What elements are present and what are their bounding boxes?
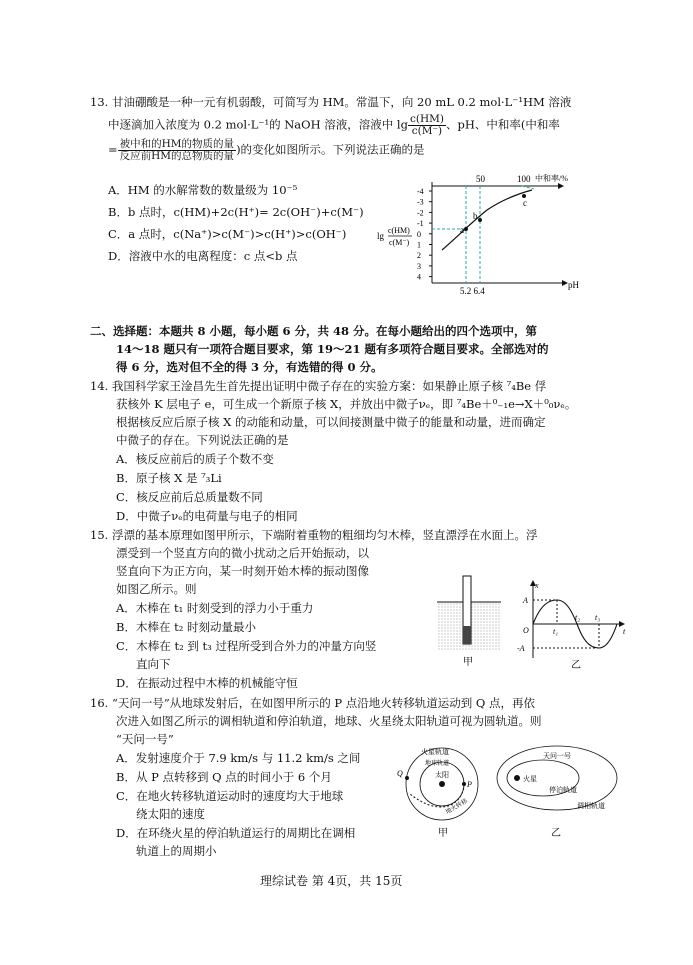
x-ticks: 5.2 6.4	[460, 286, 485, 296]
frac1-num: c(HM)	[409, 113, 444, 125]
sun-icon	[439, 781, 445, 787]
q16-fig-yi	[493, 740, 623, 840]
y-tick-label: -3	[417, 197, 424, 207]
y-tick-label: 3	[417, 261, 421, 271]
q14-option-c: C．核反应前后总质量数不同	[116, 490, 263, 504]
frac2-den: 反应前HM的总物质的量	[119, 150, 235, 162]
sun-label: 太阳	[435, 771, 449, 779]
q13-line3	[108, 139, 425, 162]
parking-label: 停泊轨道	[549, 786, 577, 794]
frac1-den: c(M⁻)	[411, 125, 443, 137]
top-label: 中和率/%	[535, 174, 568, 183]
q13-option-b: B．b 点时，c(HM)+2c(H⁺)= 2c(OH⁻)+c(M⁻)	[108, 205, 364, 219]
section2-line3: 得 6 分，选对但不全的得 3 分，有选错的得 0 分。	[116, 360, 383, 374]
q16-fig-jia	[395, 740, 495, 840]
mars-point	[405, 776, 409, 780]
q16-line3: “天问一号”	[116, 732, 174, 746]
q16-option-d-cont: 轨道上的周期小	[136, 844, 217, 858]
q14-line2: 获核外 K 层电子 e，可生成一个新原子核 X，并放出中微子νₑ，即 ⁷₄Be＋⁰₋₁e→X＋⁰₀νₑ。	[116, 397, 577, 411]
phasing-label: 调相轨道	[577, 802, 605, 810]
fig-yi-label-16: 乙	[551, 828, 561, 839]
y-label-num: c(HM)	[388, 226, 410, 235]
p-label: P	[467, 780, 472, 789]
q-label: Q	[397, 769, 403, 778]
y-label-den: c(M⁻)	[389, 238, 410, 247]
q16-option-c: C．在地火转移轨道运动时的速度均大于地球	[116, 789, 344, 803]
page-footer: 理综试卷 第 4页，共 15页	[260, 874, 403, 888]
q13-line1: 13. 甘油硼酸是一种一元有机弱酸，可简写为 HM。常温下，向 20 mL 0.2 mol·L⁻¹HM 溶液	[90, 95, 572, 109]
y-tick-label: -4	[417, 187, 424, 196]
q13-frac2	[118, 139, 236, 162]
q16-option-c-cont: 绕太阳的速度	[136, 807, 205, 821]
frac2-num: 被中和的HM的物质的量	[119, 138, 235, 150]
fig-jia-label: 甲	[463, 657, 473, 668]
q15-line4: 如图乙所示。则	[116, 582, 197, 596]
q14-line3: 根据核反应后原子核 X 的动能和动量，可以间接测量中微子的能量和动量，进而确定	[116, 415, 546, 429]
q13-option-c: C．a 点时，c(Na⁺)>c(M⁻)>c(H⁺)>c(OH⁻)	[108, 227, 347, 241]
graph-t1: t₁	[553, 627, 559, 636]
q15-option-b: B．木棒在 t₂ 时刻动量最小	[116, 620, 256, 634]
q14-option-d: D．中微子νₑ的电荷量与电子的相同	[116, 509, 298, 523]
label-b: b	[473, 211, 478, 221]
y-tick-label: 4	[417, 272, 421, 282]
q16-line2: 次进入如图乙所示的调相轨道和停泊轨道，地球、火星绕太阳轨道可视为圆轨道。则	[116, 714, 542, 728]
section2-line2: 14～18 题只有一项符合题目要求，第 19～21 题有多项符合题目要求。全部选对的	[116, 342, 549, 356]
y-tick-label: 0	[417, 229, 421, 239]
q13-graph	[372, 172, 587, 300]
q15-option-c: C．木棒在 t₂ 到 t₃ 过程所受到合外力的冲量方向竖	[116, 639, 377, 653]
q15-line2: 漂受到一个竖直方向的微小扰动之后开始振动，以	[116, 546, 369, 560]
y-tick-label: 2	[417, 251, 421, 261]
fig-jia-label-16: 甲	[438, 828, 448, 839]
q15-fig-jia	[435, 570, 505, 670]
q16-line1: 16. “天问一号”从地球发射后，在如图甲所示的 P 点沿地火转移轨道运动到 Q 点，再依	[90, 696, 535, 710]
q14-option-b: B．原子核 X 是 ⁷₃Li	[116, 471, 222, 485]
transfer-label: 地火转移	[445, 798, 469, 816]
point-b	[478, 218, 482, 222]
q16-option-a: A．发射速度介于 7.9 km/s 与 11.2 km/s 之间	[116, 751, 361, 765]
graph-A: A	[523, 596, 528, 605]
earth-orbit-label: 地球轨道	[425, 761, 450, 767]
earth-point	[462, 782, 466, 786]
y-ticks	[417, 187, 432, 282]
q13-option-d: D．溶液中水的电离程度：c 点<b 点	[108, 249, 298, 263]
q15-line1: 15. 浮漂的基本原理如图甲所示，下端附着重物的粗细均匀木棒，竖直漂浮在水面上。浮	[90, 528, 538, 542]
graph-t: t	[623, 627, 626, 636]
graph-x: x	[535, 581, 539, 590]
q16-option-b: B．从 P 点转移到 Q 点的时间小于 6 个月	[116, 770, 332, 784]
top-arrow-icon	[558, 183, 564, 189]
q15-option-c-cont: 直向下	[136, 657, 171, 671]
q16-option-d: D．在环绕火星的停泊轨道运行的周期比在调相	[116, 826, 356, 840]
q13-line2	[108, 114, 560, 137]
q14-line4: 中微子的存在。下列说法正确的是	[116, 433, 289, 447]
q14-option-a: A．核反应前后的质子个数不变	[116, 452, 274, 466]
label-a: a	[460, 225, 464, 235]
graph-O: O	[523, 626, 529, 635]
y-tick-label: -2	[417, 208, 424, 218]
point-a	[464, 227, 468, 231]
y-tick-label: 1	[417, 240, 421, 250]
q13-frac1	[408, 114, 446, 137]
fig-yi-label: 乙	[571, 660, 581, 670]
top-tick-100: 100	[517, 174, 531, 184]
mars-icon	[514, 775, 520, 781]
q13-line2a: 中逐滴加入浓度为 0.2 mol·L⁻¹的 NaOH 溶液，溶液中 lg	[108, 117, 408, 132]
q15-fig-yi	[515, 578, 630, 670]
q15-option-a: A．木棒在 t₁ 时刻受到的浮力小于重力	[116, 601, 314, 615]
label-c: c	[523, 198, 527, 208]
top-tick-50: 50	[476, 174, 485, 184]
y-label-lg: lg	[377, 231, 385, 241]
mars-label: 火星	[523, 775, 537, 783]
x-label: pH	[568, 280, 579, 290]
q13-line3b: )的变化如图所示。下列说法正确的是	[236, 142, 425, 157]
weight	[463, 626, 471, 644]
section2-line1: 二、选择题：本题共 8 小题，每小题 6 分，共 48 分。在每小题给出的四个选项中，第	[90, 324, 538, 338]
graph-t3: t₃	[595, 613, 601, 622]
q15-option-d: D．在振动过程中木棒的机械能守恒	[116, 676, 298, 690]
graph-negA: -A	[517, 644, 525, 653]
mars-orbit-label: 火星轨道	[421, 748, 449, 756]
curve	[442, 190, 532, 250]
q14-line1: 14. 我国科学家王淦昌先生首先提出证明中微子存在的实验方案：如果静止原子核 ⁷₄Be 俘	[90, 379, 547, 393]
q13-eq: =	[108, 142, 118, 157]
tianwen-label: 天问一号	[543, 752, 571, 760]
y-tick-label: -1	[417, 219, 424, 229]
q15-line3: 竖直向下为正方向，某一时刻开始木棒的振动图像	[116, 564, 369, 578]
q13-line2b: 、pH、中和率(中和率	[445, 117, 560, 132]
graph-t2: t₂	[575, 613, 581, 622]
q13-option-a: A．HM 的水解常数的数量级为 10⁻⁵	[108, 183, 298, 197]
